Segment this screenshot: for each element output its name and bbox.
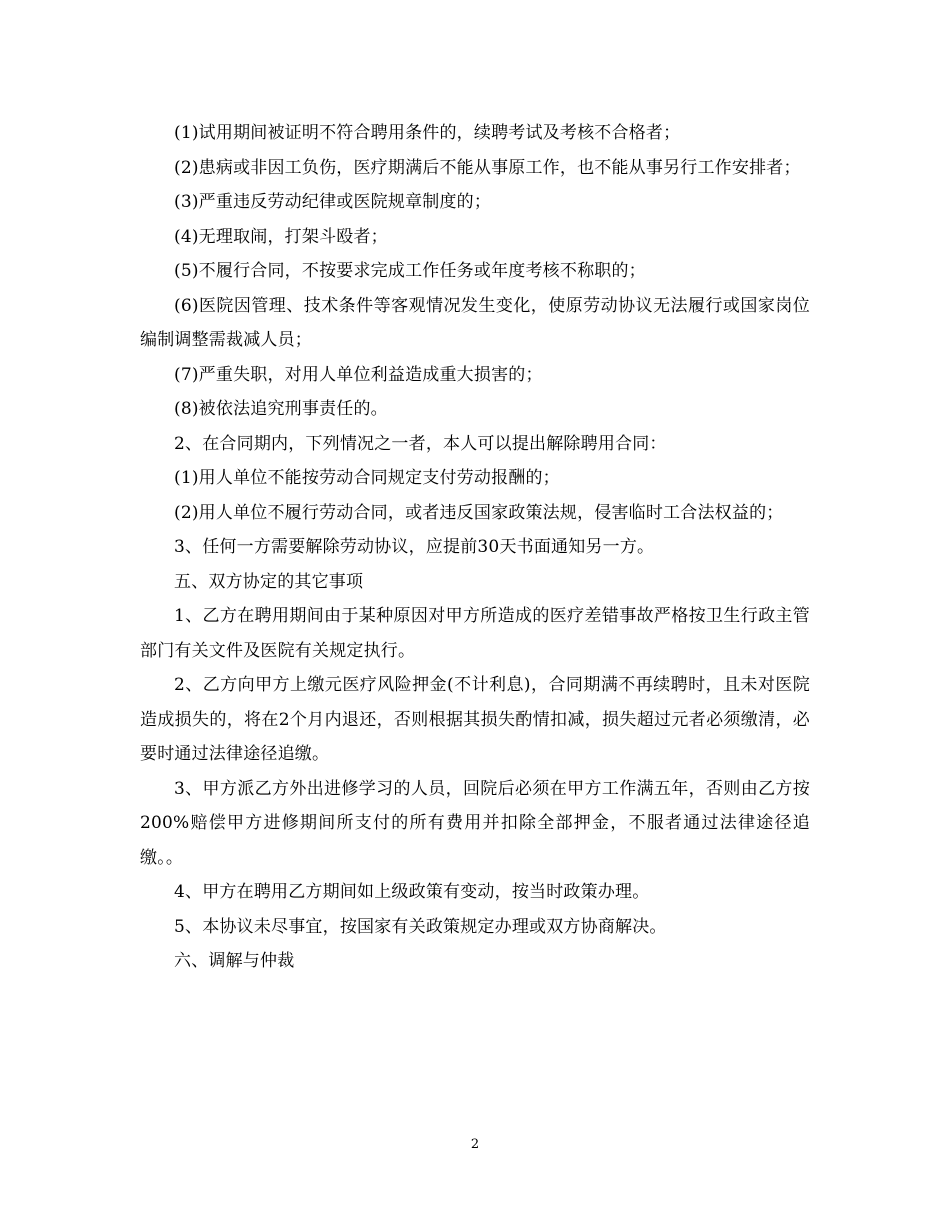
paragraph-2: (2)患病或非因工负伤，医疗期满后不能从事原工作，也不能从事另行工作安排者；: [174, 157, 801, 178]
paragraph-9: 2、在合同期内，下列情况之一者，本人可以提出解除聘用合同：: [174, 433, 667, 454]
paragraph-7: (7)严重失职，对用人单位利益造成重大损害的；: [174, 364, 543, 385]
paragraph-11: (2)用人单位不履行劳动合同，或者违反国家政策法规，侵害临时工合法权益的；: [174, 502, 784, 523]
paragraph-8: (8)被依法追究刑事责任的。: [174, 399, 388, 419]
paragraph-4: (4)无理取闹，打架斗殴者；: [174, 226, 388, 247]
paragraph-18: 5、本协议未尽事宜，按国家有关政策规定办理或双方协商解决。: [174, 916, 667, 937]
section-heading-five: 五、双方协定的其它事项: [174, 571, 364, 592]
document-body: [140, 116, 810, 979]
paragraph-10: (1)用人单位不能按劳动合同规定支付劳动报酬的；: [174, 468, 560, 488]
paragraph-5: (5)不履行合同，不按要求完成工作任务或年度考核不称职的；: [174, 261, 646, 281]
paragraph-17: 4、甲方在聘用乙方期间如上级政策有变动，按当时政策办理。: [174, 882, 650, 902]
section-heading-six: 六、调解与仲裁: [174, 951, 295, 971]
paragraph-15: 2、乙方向甲方上缴元医疗风险押金(不计利息)，合同期满不再续聘时，且未对医院造成损失的，将在2个月内退还，否则根据其损失酌情扣减，损失超过元者必须缴清，必要时通过法律途径追缴。: [140, 675, 810, 764]
paragraph-6: (6)医院因管理、技术条件等客观情况发生变化，使原劳动协议无法履行或国家岗位编制调整需裁减人员；: [140, 295, 810, 350]
paragraph-12: 3、任何一方需要解除劳动协议，应提前30天书面通知另一方。: [174, 537, 655, 557]
page-number: 2: [470, 1137, 480, 1152]
paragraph-14: 1、乙方在聘用期间由于某种原因对甲方所造成的医疗差错事故严格按卫生行政主管部门有关文件及医院有关规定执行。: [140, 606, 810, 661]
paragraph-16: 3、甲方派乙方外出进修学习的人员，回院后必须在甲方工作满五年，否则由乙方按200%赔偿甲方进修期间所支付的所有费用并扣除全部押金，不服者通过法律途径追缴。。: [140, 778, 810, 868]
paragraph-1: (1)试用期间被证明不符合聘用条件的，续聘考试及考核不合格者；: [174, 123, 681, 143]
paragraph-3: (3)严重违反劳动纪律或医院规章制度的；: [174, 192, 492, 212]
